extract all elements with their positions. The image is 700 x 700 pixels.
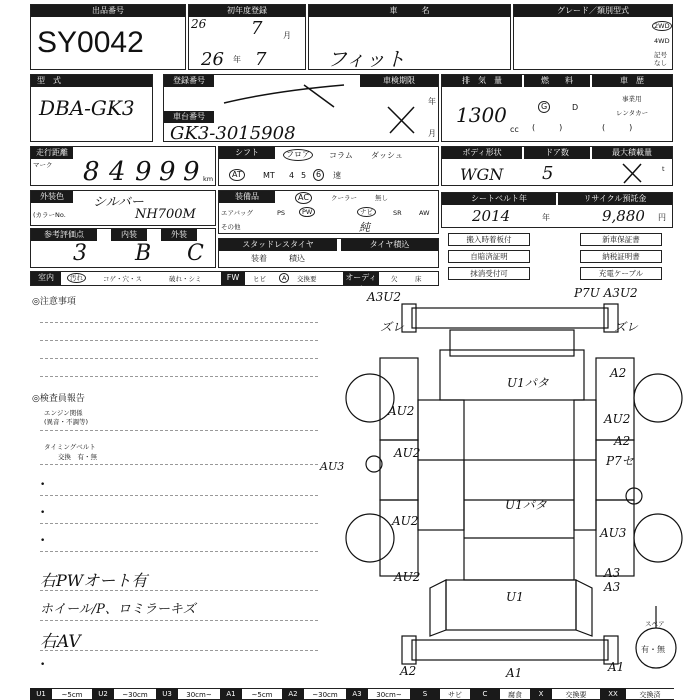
reg-no-label: 登録番号 (164, 75, 214, 87)
spare-value: 有・無 (641, 645, 665, 654)
mark-1: A3U2 (367, 290, 402, 304)
mileage-label: 走行距離 (31, 147, 73, 159)
history-business: 事業用 (622, 95, 642, 103)
mark-3: ズレ (380, 320, 405, 334)
fw-crack: ヒビ (253, 275, 266, 283)
caution-line-4 (40, 376, 318, 377)
equip-cooler: クーラー (331, 194, 357, 202)
engine-sub: (異音・不調等) (44, 418, 89, 426)
doc-arrival: 搬入時着板付 (448, 233, 530, 246)
interior-value: B (135, 241, 152, 266)
fuel-paren-1: ( ) (532, 123, 563, 132)
legend-a3: A3 (346, 688, 368, 700)
studless-loaded: 積込 (289, 254, 305, 263)
timing-sub: 交換 有・無 (58, 453, 97, 461)
history-paren: ( ) (602, 123, 633, 132)
grade-box (513, 4, 673, 70)
color-no-label: (カラーNo. (33, 211, 66, 219)
engine-line (40, 430, 318, 431)
legend-a2-desc: ~30cm (304, 688, 346, 700)
audio-floor: 床 (415, 275, 422, 283)
engine-box (441, 74, 673, 142)
color-code: NH700M (135, 207, 196, 222)
body-box (441, 146, 673, 186)
seatbelt-value: 2014 (472, 207, 511, 225)
mileage-digit-2: 4 (109, 157, 126, 187)
inspection-cross-out (384, 103, 418, 137)
handwritten-note-3: 右AV (40, 632, 81, 652)
mark-13: AU3 (600, 526, 627, 540)
equip-sr: SR (393, 209, 402, 217)
note-line-6 (40, 650, 318, 651)
equip-pw: PW (299, 207, 315, 217)
audio-label: オーディオ (343, 272, 379, 285)
grade-label: グレード／類別型式 (514, 5, 672, 17)
equipment-box (218, 190, 439, 234)
handwritten-note-2: ホイール/P、ロミラーキズ (40, 602, 196, 617)
legend-u3: U3 (156, 688, 178, 700)
mark-20: A2 (400, 664, 417, 678)
shift-label: シフト (219, 147, 275, 159)
reg-chassis-box (163, 74, 439, 142)
timing-line (40, 464, 318, 465)
drive-none: 記号なし (654, 51, 667, 67)
exterior-value: C (187, 241, 204, 266)
history-label: 車 歴 (592, 75, 672, 87)
mark-18: AU2 (604, 412, 631, 426)
equip-navi: ナビ (357, 207, 376, 217)
legend-x: X (530, 688, 552, 700)
mark-5: U1パタ (507, 376, 549, 390)
legend-u2: U2 (92, 688, 114, 700)
legend-u2-desc: ~30cm (114, 688, 156, 700)
lot-number: SY0042 (37, 26, 144, 59)
fw-replace: 交換要 (297, 275, 317, 283)
bullet-4: • (40, 660, 46, 670)
note-line-2 (40, 523, 318, 524)
capacity-label: 最大積載量 (592, 147, 672, 159)
capacity-cross-out (620, 161, 644, 185)
handwritten-note-1: 右PWオート有 (40, 571, 148, 590)
mileage-digit-5: 9 (183, 157, 200, 187)
legend-a2: A2 (282, 688, 304, 700)
gear-4: 4 (289, 171, 295, 180)
car-name-label: 車 名 (309, 5, 510, 17)
doc-insurance: 自賠済証明 (448, 250, 530, 263)
seatbelt-label: シートベルト年 (442, 193, 556, 205)
doc-warranty: 新車保証書 (580, 233, 662, 246)
inspection-year-char: 年 (428, 97, 436, 106)
legend-s: S (410, 688, 440, 700)
audio-missing: 欠 (391, 275, 398, 283)
mark-9: AU3 (320, 460, 345, 473)
note-line-4 (40, 590, 318, 591)
spare-label: スペア (645, 620, 665, 628)
gear-5: 5 (301, 171, 307, 180)
legend-u3-desc: 30cm~ (178, 688, 220, 700)
equip-other-value: 純 (359, 221, 370, 234)
studless-box (218, 238, 439, 268)
first-reg-year: 26 (201, 49, 224, 70)
timing-label: タイミングベルト (44, 443, 96, 451)
first-reg-year-top: 26 (191, 17, 207, 31)
seatbelt-year-char: 年 (542, 213, 550, 222)
model-box (30, 74, 153, 142)
equip-airbag: エアバッグ (221, 209, 253, 217)
fw-label: FW (221, 272, 245, 285)
equip-none: 無し (375, 194, 388, 202)
displacement-label: 排 気 量 (442, 75, 522, 87)
color-value: シルバー (93, 195, 144, 210)
legend-c-desc: 腐食 (500, 688, 530, 700)
tire-label: タイヤ積込 (341, 239, 438, 251)
mark-22: A1 (608, 660, 625, 674)
lot-box (30, 4, 186, 70)
legend-s-desc: サビ (440, 688, 470, 700)
engine-label: エンジン関係 (44, 409, 83, 417)
note-line-3 (40, 551, 318, 552)
equip-aw: AW (419, 209, 430, 217)
mark-17: P7セ (606, 454, 634, 468)
interior-dirt: 汚れ (67, 273, 86, 283)
model-label: 型 式 (31, 75, 152, 87)
equip-ps: PS (277, 209, 286, 217)
color-box (30, 190, 216, 226)
mileage-mark: マーク (33, 161, 53, 169)
seatbelt-recycle-box (441, 192, 673, 228)
chassis-label: 車台番号 (164, 111, 214, 123)
shift-dash: ダッシュ (371, 151, 403, 160)
mileage-digit-3: 9 (135, 157, 152, 187)
doc-cable: 充電ケーブル (580, 267, 662, 280)
bullet-3: • (40, 536, 46, 546)
legend-a1-desc: ~5cm (242, 688, 282, 700)
lot-label: 出品番号 (31, 5, 185, 17)
equip-label: 装備品 (219, 191, 275, 203)
history-rental: レンタカー (616, 109, 649, 117)
legend-a3-desc: 30cm~ (368, 688, 410, 700)
shift-floor: フロア (283, 149, 313, 161)
score-value: 3 (73, 241, 87, 266)
note-line-5 (40, 620, 318, 621)
caution-title: ◎注意事項 (32, 297, 76, 307)
bullet-2: • (40, 508, 46, 518)
interior-row (30, 271, 439, 294)
reg-cross-out (204, 81, 354, 111)
legend-xx: XX (600, 688, 626, 700)
mark-19: U1 (506, 590, 524, 604)
gear-mt: MT (263, 171, 275, 180)
legend-c: C (470, 688, 500, 700)
interior-tear: 破れ・シミ (169, 275, 202, 283)
fw-a: A (279, 273, 289, 283)
first-reg-month: 7 (255, 49, 267, 70)
mark-21: A1 (506, 666, 523, 680)
car-name: フィット (327, 47, 406, 71)
recycle-label: リサイクル預託金 (558, 193, 672, 205)
equip-ac: AC (295, 192, 312, 204)
equip-other-label: その他 (221, 223, 241, 231)
first-reg-label: 初年度登録 (189, 5, 305, 17)
mileage-digit-4: 9 (159, 157, 176, 187)
grade-score-box (30, 228, 216, 268)
car-name-box (308, 4, 511, 70)
legend-u1-desc: ~5cm (52, 688, 92, 700)
fuel-d: D (572, 103, 579, 112)
mark-4: ズレ (614, 320, 639, 334)
mark-2: P7U A3U2 (574, 286, 638, 300)
doc-cancel: 抹消受付可 (448, 267, 530, 280)
chassis-value: GK3-3015908 (170, 123, 296, 144)
bullet-1: • (40, 480, 46, 490)
gear-6: 6 (313, 169, 324, 181)
doc-tax: 納税証明書 (580, 250, 662, 263)
legend-xx-desc: 交換済 (626, 688, 674, 700)
exterior-label: 外装 (161, 229, 197, 241)
score-label: 参考評価点 (31, 229, 97, 241)
legend-a1: A1 (220, 688, 242, 700)
capacity-unit: t (662, 165, 665, 173)
fuel-label: 燃 料 (524, 75, 590, 87)
shift-column: コラム (329, 151, 353, 160)
body-value: WGN (460, 165, 504, 184)
shift-box (218, 146, 439, 186)
drive-2wd: 2WD (654, 22, 670, 30)
mileage-digit-1: 8 (83, 157, 100, 187)
body-label: ボディ形状 (442, 147, 522, 159)
model-value: DBA-GK3 (39, 96, 135, 120)
fuel-g: G (538, 101, 550, 113)
cc-unit: cc (510, 125, 519, 134)
note-line-1 (40, 495, 318, 496)
drive-4wd: 4WD (654, 37, 670, 45)
color-label: 外装色 (31, 191, 73, 203)
mark-15: A3 (604, 580, 621, 594)
first-registration-box (188, 4, 306, 70)
inspection-label: 車検期限 (360, 75, 438, 87)
mileage-box (30, 146, 216, 186)
interior-label: 内装 (111, 229, 147, 241)
gear-at: AT (229, 169, 245, 181)
studless-mounted: 装着 (251, 254, 267, 263)
mileage-unit: km (203, 175, 214, 183)
mark-7: AU2 (388, 404, 415, 418)
interior-row-label: 室内 (31, 272, 61, 285)
mark-8: AU2 (394, 446, 421, 460)
caution-line-3 (40, 358, 318, 359)
recycle-yen-char: 円 (658, 213, 666, 222)
doors-value: 5 (542, 163, 554, 184)
mark-11: U1パタ (505, 498, 547, 512)
inspection-month-char: 月 (428, 129, 436, 138)
year-char: 年 (233, 55, 241, 64)
mark-12: AU2 (394, 570, 421, 584)
gear-speed: 速 (333, 171, 341, 180)
mark-16: A2 (614, 434, 631, 448)
studless-label: スタッドレスタイヤ (219, 239, 337, 251)
recycle-value: 9,880 (602, 207, 645, 225)
month-char: 月 (283, 31, 291, 40)
interior-burn: コゲ・穴・ス (103, 275, 142, 283)
caution-line-2 (40, 340, 318, 341)
car-diagram (340, 288, 685, 680)
inspector-title: ◎検査員報告 (32, 394, 85, 404)
doors-label: ドア数 (524, 147, 590, 159)
legend-x-desc: 交換要 (552, 688, 600, 700)
first-reg-month-top: 7 (251, 18, 263, 39)
mark-6: A2 (610, 366, 627, 380)
mark-14: A3 (604, 566, 621, 580)
caution-line-1 (40, 322, 318, 323)
mark-10: AU2 (392, 514, 419, 528)
displacement-value: 1300 (456, 103, 507, 127)
legend-u1: U1 (30, 688, 52, 700)
